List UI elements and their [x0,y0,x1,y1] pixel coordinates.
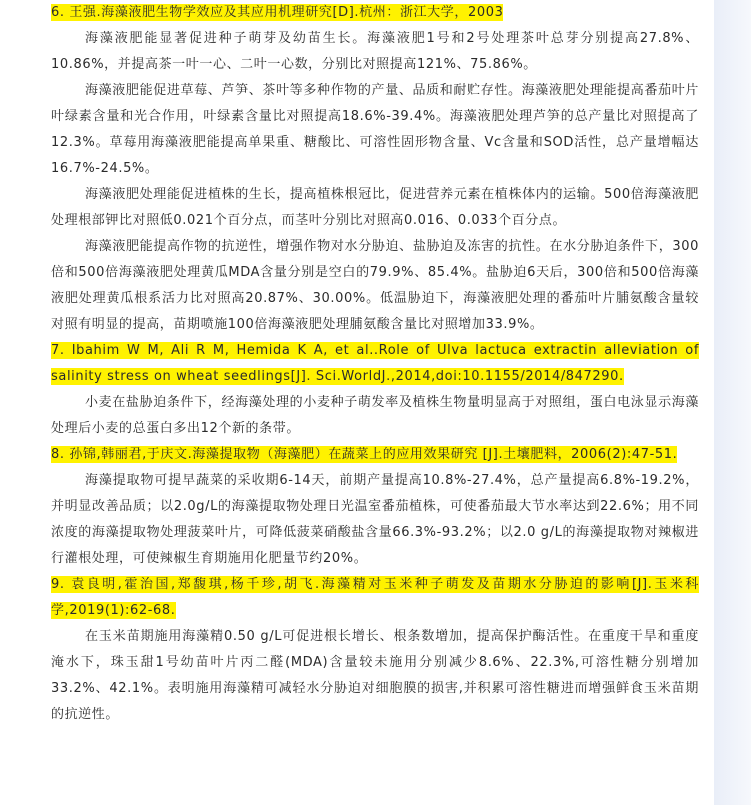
reference-6-paragraph-3: 海藻液肥处理能促进植株的生长，提高植株根冠比，促进营养元素在植株体内的运输。500倍海藻液肥处理根部钾比对照低0.021个百分点，而茎叶分别比对照高0.016、0.033个百分点。 [51,187,699,228]
reference-8-title [51,442,699,468]
page-edge-margin [714,0,751,805]
highlight: 8. 孙锦,韩丽君,于庆文.海藻提取物（海藻肥）在蔬菜上的应用效果研究 [J].土壤肥料，2006(2):47-51. [51,447,678,462]
reference-9-paragraph-1: 在玉米苗期施用海藻精0.50 g/L可促进根长增长、根条数增加，提高保护酶活性。在重度干旱和重度淹水下，珠玉甜1号幼苗叶片丙二醛(MDA)含量较未施用分别减少8.6%、22.3%,可溶性糖分别增加33.2%、42.1%。表明施用海藻精可减轻水分胁迫对细胞膜的损害,并积累可溶性糖进而增强鲜食玉米苗期的抗逆性。 [51,629,699,722]
reference-6-paragraph-2: 海藻液肥能促进草莓、芦笋、茶叶等多种作物的产量、品质和耐贮存性。海藻液肥处理能提高番茄叶片叶绿素含量和光合作用，叶绿素含量比对照提高18.6%-39.4%。海藻液肥处理芦笋的总产量比对照提高了12.3%。草莓用海藻液肥能提高单果重、糖酸比、可溶性固形物含量、Vc含量和SOD活性，总产量增幅达16.7%-24.5%。 [51,83,699,176]
reference-6-paragraph-4: 海藻液肥能提高作物的抗逆性，增强作物对水分胁迫、盐胁迫及冻害的抗性。在水分胁迫条件下，300倍和500倍海藻液肥处理黄瓜MDA含量分别是空白的79.9%、85.4%。盐胁迫6天后，300倍和500倍海藻液肥处理黄瓜根系活力比对照高20.87%、30.00%。低温胁迫下，海藻液肥处理的番茄叶片脯氨酸含量较对照有明显的提高，苗期喷施100倍海藻液肥处理脯氨酸含量比对照增加33.9%。 [51,239,699,332]
highlight: 6. 王强.海藻液肥生物学效应及其应用机理研究[D].杭州：浙江大学，2003 [51,5,504,20]
reference-6-title [51,0,699,26]
highlight: 9. 袁良明,霍治国,郑馥琪,杨千珍,胡飞.海藻精对玉米种子萌发及苗期水分胁迫的影响[J].玉米科学,2019(1):62-68. [51,577,699,618]
reference-9-title [51,572,699,624]
reference-6-paragraph-1: 海藻液肥能显著促进种子萌芽及幼苗生长。海藻液肥1号和2号处理茶叶总芽分别提高27.8%、10.86%，并提高茶一叶一心、二叶一心数，分别比对照提高121%、75.86%。 [51,31,699,72]
reference-7-paragraph-1: 小麦在盐胁迫条件下，经海藻处理的小麦种子萌发率及植株生物量明显高于对照组，蛋白电泳显示海藻处理后小麦的总蛋白多出12个新的条带。 [51,395,699,436]
document-content [51,0,699,728]
reference-8-paragraph-1: 海藻提取物可提早蔬菜的采收期6-14天，前期产量提高10.8%-27.4%，总产量提高6.8%-19.2%，并明显改善品质；以2.0g/L的海藻提取物处理日光温室番茄植株，可使番茄最大节水率达到22.6%；用不同浓度的海藻提取物处理菠菜叶片，可降低菠菜硝酸盐含量66.3%-93.2%；以2.0 g/L的海藻提取物对辣椒进行灌根处理，可使辣椒生育期施用化肥量节约20%。 [51,473,699,566]
highlight: 7. Ibahim W M, Ali R M, Hemida K A, et al..Role of Ulva lactuca extractin alleviation of salinity stress on wheat seedlings[J]. Sci.WorldJ.,2014,doi:10.1155/2014/847290. [51,343,699,384]
reference-7-title [51,338,699,390]
